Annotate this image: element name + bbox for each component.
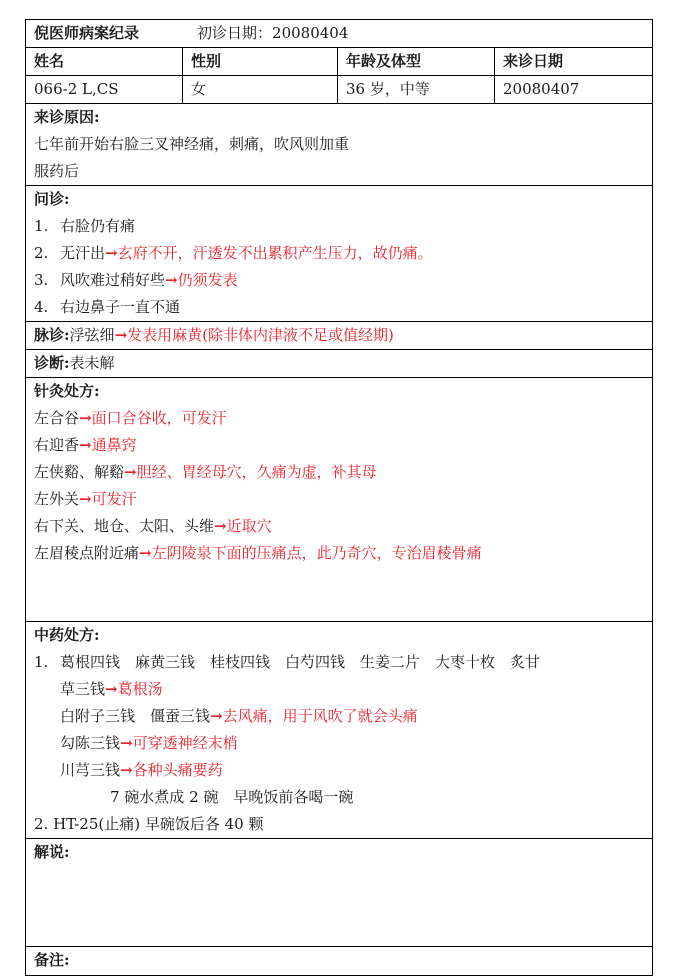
diagnosis-text: 表未解 bbox=[69, 354, 115, 372]
acupoint-item: 右下关、地仓、太阳、头维→近取穴 bbox=[34, 517, 272, 535]
arrow-icon: → bbox=[210, 707, 223, 725]
arrow-icon: → bbox=[114, 326, 128, 344]
arrow-icon: → bbox=[165, 271, 178, 289]
pulse-text: 浮弦细 bbox=[69, 326, 115, 344]
age-build-label: 年龄及体型 bbox=[338, 48, 495, 75]
first-visit-label: 初诊日期： bbox=[197, 24, 273, 42]
inquiry-note: 仍须发表 bbox=[177, 271, 238, 289]
age-build-value: 36 岁，中等 bbox=[338, 76, 495, 103]
diagnosis-section bbox=[26, 350, 652, 378]
arrow-icon: → bbox=[79, 436, 92, 454]
diagnosis-label: 诊断: bbox=[34, 354, 70, 372]
arrow-icon: → bbox=[139, 544, 152, 562]
herbal-label: 中药处方: bbox=[34, 626, 100, 644]
pulse-section bbox=[26, 322, 652, 350]
herbal-prep: 7 碗水煮成 2 碗 早晚饭前各喝一碗 bbox=[110, 788, 354, 806]
case-record-sheet bbox=[25, 19, 653, 976]
arrow-icon: → bbox=[120, 734, 133, 752]
first-visit-date: 20080404 bbox=[272, 24, 349, 42]
inquiry-label: 问诊: bbox=[34, 190, 70, 208]
visit-date-label: 来诊日期 bbox=[503, 52, 564, 70]
herbal-item-2: 2. HT-25(止痛) 早碗饭后各 40 颗 bbox=[34, 815, 264, 833]
gender-label: 性别 bbox=[183, 48, 338, 75]
acupoint-item: 左侠谿、解谿→胆经、胃经母穴，久痛为虚，补其母 bbox=[34, 463, 377, 481]
arrow-icon: → bbox=[79, 409, 92, 427]
acupoint-item: 左合谷→面口合谷收，可发汗 bbox=[34, 409, 227, 427]
reason-line: 七年前开始右脸三叉神经痛，刺痛，吹风则加重 bbox=[34, 135, 350, 153]
reason-section bbox=[26, 104, 652, 186]
acupoint-item: 左眉稜点附近痛→左阴陵泉下面的压痛点，此乃奇穴，专治眉稜骨痛 bbox=[34, 544, 482, 562]
inquiry-note: 玄府不开，汗透发不出累积产生压力，故仍痛。 bbox=[117, 244, 433, 262]
remarks-label: 备注: bbox=[34, 951, 70, 969]
herbal-item: 草三钱→葛根汤 bbox=[60, 680, 163, 698]
arrow-icon: → bbox=[105, 680, 118, 698]
acupuncture-label: 针灸处方: bbox=[34, 382, 100, 400]
inquiry-item: 4. 右边鼻子一直不通 bbox=[34, 298, 181, 316]
herbal-item: 1. 葛根四钱 麻黄三钱 桂枝四钱 白芍四钱 生姜二片 大枣十枚 炙甘 bbox=[34, 653, 541, 671]
acupoint-item: 右迎香→通鼻窍 bbox=[34, 436, 137, 454]
remarks-section bbox=[26, 947, 652, 975]
arrow-icon: → bbox=[120, 761, 133, 779]
record-title: 倪医师病案纪录 bbox=[34, 24, 140, 42]
arrow-icon: → bbox=[105, 244, 118, 262]
header-row bbox=[26, 20, 652, 48]
visit-date-value: 20080407 bbox=[503, 80, 580, 98]
acupoint-item: 左外关→可发汗 bbox=[34, 490, 137, 508]
inquiry-item: 3. 风吹难过稍好些→仍须发表 bbox=[34, 271, 238, 289]
herbal-section bbox=[26, 622, 652, 839]
inquiry-section bbox=[26, 186, 652, 322]
reason-line: 服药后 bbox=[34, 162, 80, 180]
herbal-item: 白附子三钱 僵蚕三钱→去风痛，用于风吹了就会头痛 bbox=[60, 707, 418, 725]
name-value: 066-2 L,CS bbox=[26, 76, 183, 103]
explanation-label: 解说: bbox=[34, 843, 70, 861]
reason-label: 来诊原因: bbox=[34, 108, 100, 126]
inquiry-item: 2. 无汗出→玄府不开，汗透发不出累积产生压力，故仍痛。 bbox=[34, 244, 433, 262]
explanation-section bbox=[26, 839, 652, 947]
acupuncture-section bbox=[26, 378, 652, 622]
patient-values-row bbox=[26, 76, 652, 104]
pulse-note: 发表用麻黄(除非体内津液不足或值经期) bbox=[127, 326, 394, 344]
arrow-icon: → bbox=[214, 517, 227, 535]
pulse-label: 脉诊: bbox=[34, 326, 70, 344]
herbal-item: 勾陈三钱→可穿透神经末梢 bbox=[60, 734, 238, 752]
arrow-icon: → bbox=[79, 490, 92, 508]
patient-labels-row bbox=[26, 48, 652, 76]
inquiry-item: 1. 右脸仍有痛 bbox=[34, 217, 136, 235]
name-label: 姓名 bbox=[26, 48, 183, 75]
gender-value: 女 bbox=[183, 76, 338, 103]
herbal-item: 川芎三钱→各种头痛要药 bbox=[60, 761, 223, 779]
arrow-icon: → bbox=[124, 463, 137, 481]
